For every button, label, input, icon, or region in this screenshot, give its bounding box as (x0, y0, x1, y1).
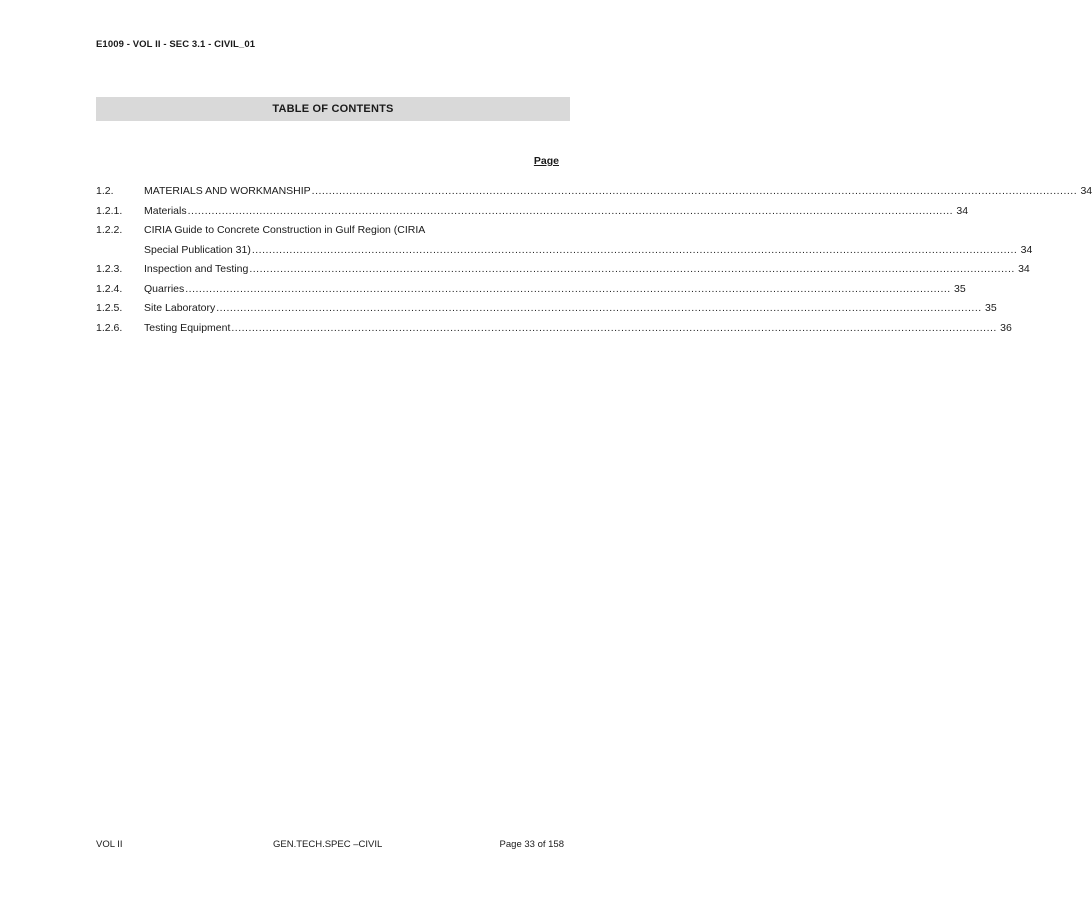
toc-entry-title[interactable]: MATERIALS AND WORKMANSHIP (144, 185, 311, 197)
toc-title-banner (96, 97, 570, 121)
toc-entry[interactable] (96, 260, 1030, 280)
toc-entry-title[interactable]: Inspection and Testing (144, 263, 249, 275)
toc-entry-title[interactable]: Materials (144, 204, 187, 217)
toc-list (96, 182, 1092, 338)
toc-entry-number: 1.2.5. (96, 302, 123, 314)
toc-dot-leader (216, 299, 981, 319)
toc-entry-number: 1.2.4. (96, 282, 123, 295)
toc-entry[interactable] (96, 319, 1012, 339)
toc-entry-number: 1.2.6. (96, 321, 123, 334)
toc-entry-page[interactable]: 36 (1000, 321, 1012, 334)
toc-entry-number: 1.2. (96, 185, 114, 197)
toc-entry[interactable] (96, 202, 969, 222)
toc-entry-number: 1.2.2. (96, 224, 123, 236)
toc-entry[interactable] (96, 182, 1092, 202)
toc-title: TABLE OF CONTENTS (272, 103, 394, 115)
document-header: E1009 - VOL II - SEC 3.1 - CIVIL_01 (96, 39, 256, 50)
toc-entry-page[interactable]: 34 (1020, 243, 1033, 256)
toc-entry-number: 1.2.3. (96, 263, 123, 275)
toc-entry-title[interactable]: Site Laboratory (144, 302, 216, 314)
toc-entry-number: 1.2.1. (96, 204, 123, 217)
toc-entry-title-line1[interactable]: CIRIA Guide to Concrete Construction in Gulf Region (CIRIA (144, 224, 426, 236)
toc-dot-leader (312, 182, 1077, 202)
toc-entry-page[interactable]: 34 (1080, 185, 1092, 197)
toc-entry-title[interactable]: Quarries (144, 282, 185, 295)
toc-dot-leader (252, 241, 1017, 261)
toc-entry-page[interactable]: 34 (1018, 263, 1030, 275)
toc-entry[interactable] (96, 280, 966, 300)
page-column-label: Page (533, 155, 559, 167)
toc-dot-leader (231, 319, 996, 339)
toc-entry-page[interactable]: 34 (956, 204, 969, 217)
toc-dot-leader (185, 280, 950, 300)
toc-dot-leader (249, 260, 1014, 280)
toc-entry[interactable] (96, 221, 1033, 260)
footer-volume: VOL II (96, 839, 123, 850)
footer-spec-name: GEN.TECH.SPEC –CIVIL (273, 839, 383, 850)
toc-entry-page[interactable]: 35 (954, 282, 966, 295)
toc-entry[interactable] (96, 299, 997, 319)
footer-page-number: Page 33 of 158 (499, 839, 564, 850)
toc-entry-page[interactable]: 35 (985, 302, 997, 314)
toc-dot-leader (188, 202, 953, 222)
toc-entry-title[interactable]: Testing Equipment (144, 321, 231, 334)
toc-entry-title-line2[interactable]: Special Publication 31) (144, 243, 251, 256)
